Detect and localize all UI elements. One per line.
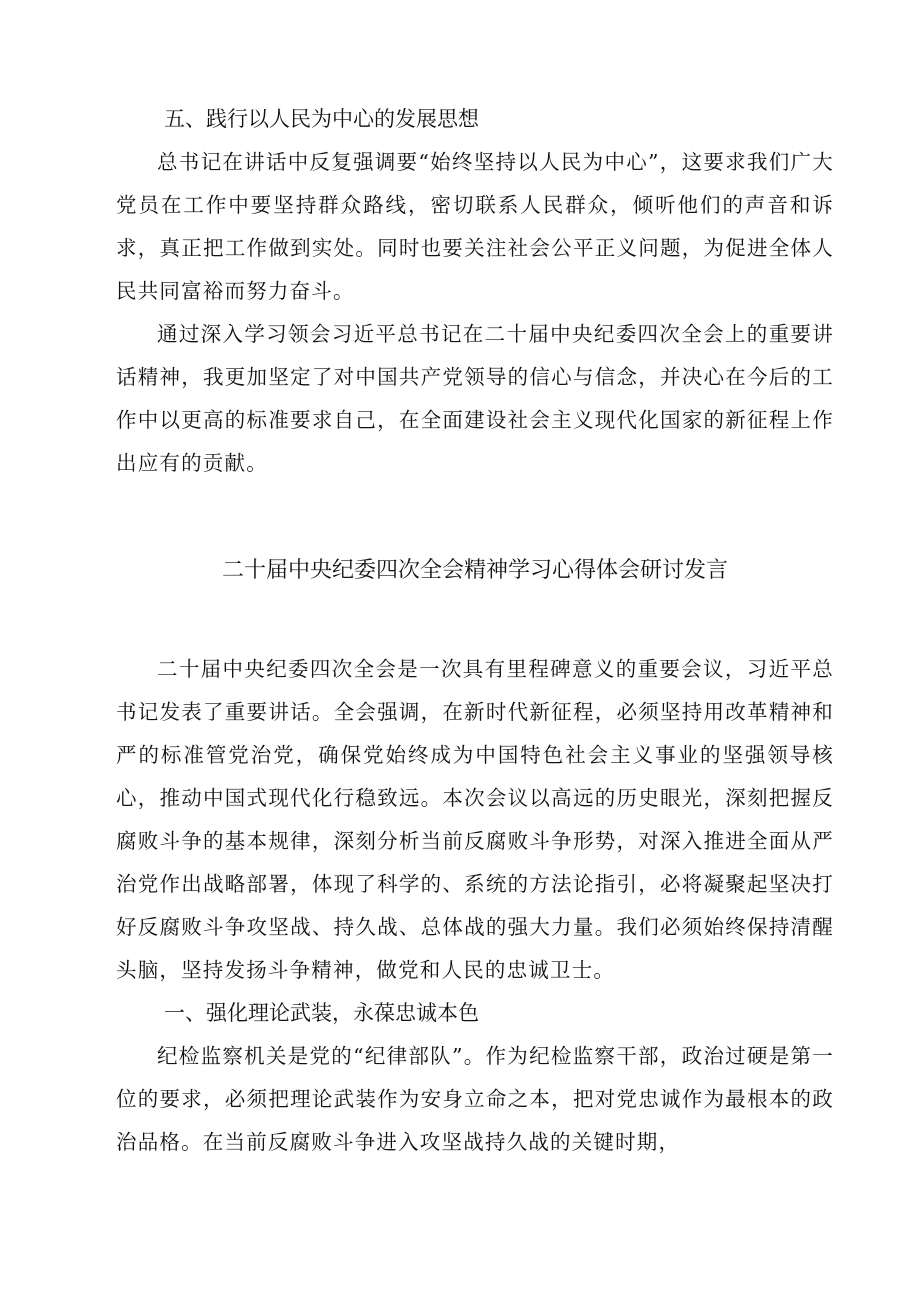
spacer <box>116 592 834 648</box>
document-body <box>116 98 834 1164</box>
paragraph: 二十届中央纪委四次全会是一次具有里程碑意义的重要会议，习近平总书记发表了重要讲话。全会强调，在新时代新征程，必须坚持用改革精神和严的标准管党治党，确保党始终成为中国特色社会主义事业的坚强领导核心，推动中国式现代化行稳致远。本次会议以高远的历史眼光，深刻把握反腐败斗争的基本规律，深刻分析当前反腐败斗争形势，对深入推进全面从严治党作出战略部署，体现了科学的、系统的方法论指引，必将凝聚起坚决打好反腐败斗争攻坚战、持久战、总体战的强大力量。我们必须始终保持清醒头脑，坚持发扬斗争精神，做党和人民的忠诚卫士。 <box>116 657 834 982</box>
article-title: 二十届中央纪委四次全会精神学习心得体会研讨发言 <box>221 558 728 583</box>
section-heading-5: 五、践行以人民为中心的发展思想 <box>164 107 479 131</box>
paragraph: 通过深入学习领会习近平总书记在二十届中央纪委四次全会上的重要讲话精神，我更加坚定了对中国共产党领导的信心与信念，并决心在今后的工作中以更高的标准要求自己，在全面建设社会主义现代化国家的新征程上作出应有的贡献。 <box>116 322 834 475</box>
paragraph: 总书记在讲话中反复强调要“始终坚持以人民为中心”，这要求我们广大党员在工作中要坚持群众路线，密切联系人民群众，倾听他们的声音和诉求，真正把工作做到实处。同时也要关注社会公平正义问题，为促进全体人民共同富裕而努力奋斗。 <box>116 150 834 303</box>
paragraph: 纪检监察机关是党的“纪律部队”。作为纪检监察干部，政治过硬是第一位的要求，必须把理论武装作为安身立命之本，把对党忠诚作为最根本的政治品格。在当前反腐败斗争进入攻坚战持久战的关键时期， <box>116 1044 834 1154</box>
spacer <box>116 485 834 549</box>
section-heading-1: 一、强化理论武装，永葆忠诚本色 <box>164 1001 479 1025</box>
